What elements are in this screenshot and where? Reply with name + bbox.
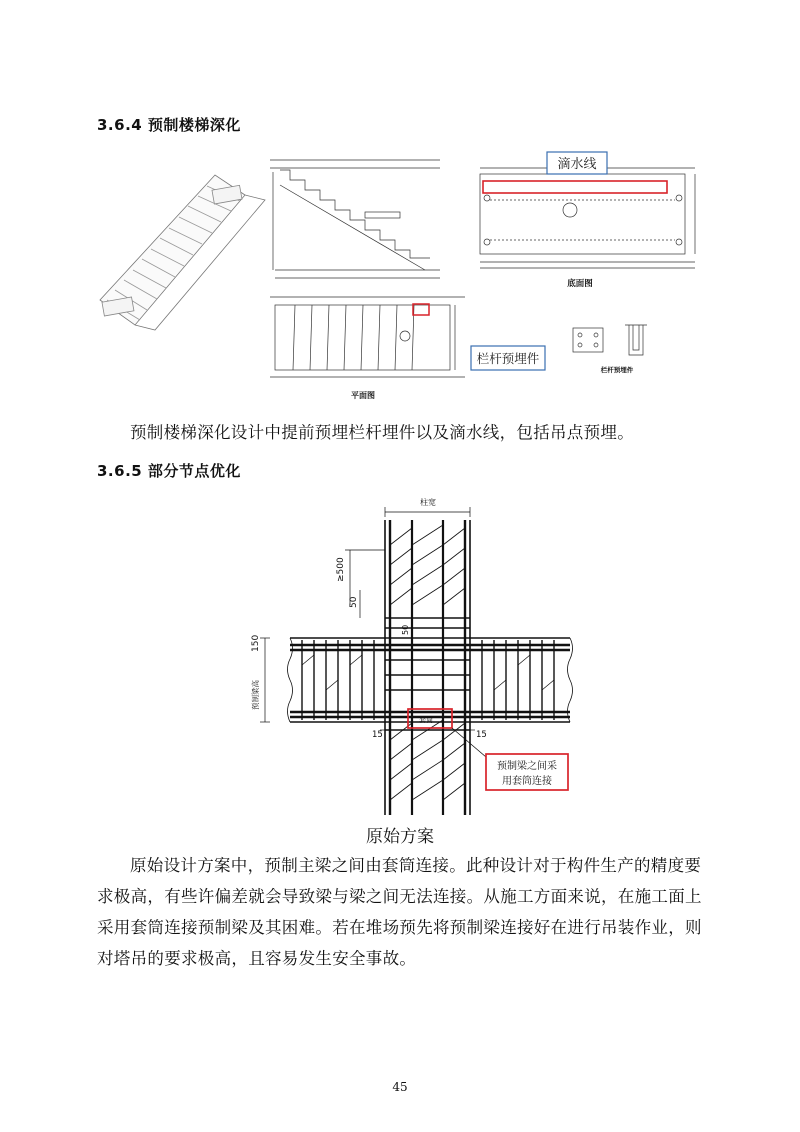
railing-embed-small-caption: 栏杆预埋件 <box>600 366 634 374</box>
callout-line1: 预制梁之间采 <box>497 761 557 772</box>
dim-15-right-label: 15 <box>476 730 487 740</box>
stair-isometric-view <box>100 175 265 330</box>
stair-bottom-view <box>480 168 695 268</box>
dim-50-label: 50 <box>349 596 359 608</box>
page-number: 45 <box>392 1080 408 1094</box>
stair-plan-view <box>270 297 465 377</box>
dim-500-label: ≥500 <box>336 557 346 582</box>
callout-line2: 用套筒连接 <box>502 776 552 787</box>
dim-15-left-label: 15 <box>372 730 383 740</box>
column-width-label: 柱宽 <box>420 498 436 507</box>
plan-view-caption: 平面图 <box>351 391 375 400</box>
embed-detail-drawings <box>573 325 647 355</box>
node-drawing-caption: 原始方案 <box>366 827 434 847</box>
paragraph-365: 原始设计方案中，预制主梁之间由套筒连接。此种设计对于构件生产的精度要求极高，有些许偏差就会导致梁与梁之间无法连接。从施工方面来说，在施工面上采用套筒连接预制梁及其困难。若在堆场预先将预制梁连接好在进行吊装作业，则对塔吊的要求极高，且容易发生安全事故。 <box>97 856 702 968</box>
beam-column-node-drawing <box>240 490 580 850</box>
drip-line-highlight <box>483 181 667 193</box>
sleeve-tag: 套筒 <box>419 716 433 724</box>
drip-line-label: 滴水线 <box>557 157 597 172</box>
stair-elevation-view <box>270 160 440 278</box>
paragraph-364: 预制楼梯深化设计中提前预埋栏杆埋件以及滴水线，包括吊点预埋。 <box>130 423 634 442</box>
bottom-view-caption: 底面图 <box>567 279 593 289</box>
section-heading-365: 3.6.5 部分节点优化 <box>97 462 241 480</box>
dim-50b-label: 50 <box>401 624 410 635</box>
stair-drawings <box>95 150 710 405</box>
railing-embed-highlight <box>413 304 429 315</box>
dim-150-label: 150 <box>251 634 261 652</box>
beam-height-label: 预制梁高 <box>251 680 260 710</box>
section-heading-364: 3.6.4 预制楼梯深化 <box>97 116 241 134</box>
railing-embed-label: 栏杆预埋件 <box>476 351 540 366</box>
